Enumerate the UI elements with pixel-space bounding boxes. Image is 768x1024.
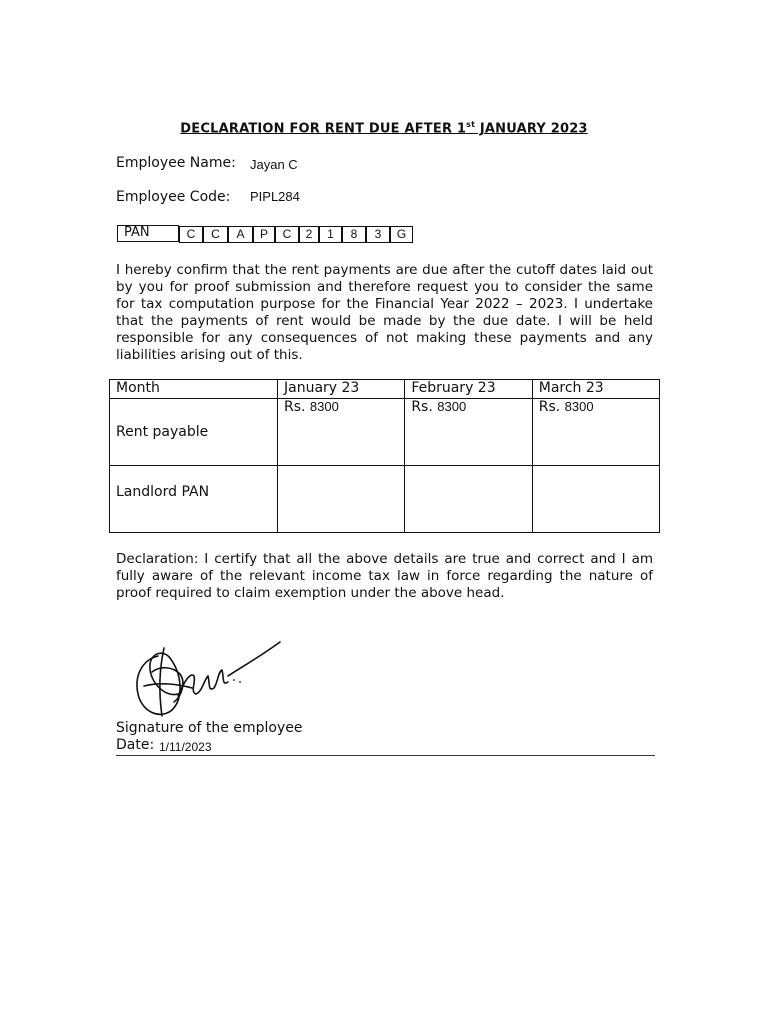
rent-payable-label: Rent payable xyxy=(110,399,278,466)
landlord-pan-label: Landlord PAN xyxy=(110,466,278,533)
pan-char-box: C xyxy=(179,226,203,243)
pan-char-box: 8 xyxy=(342,226,366,243)
date-label: Date: xyxy=(116,737,155,753)
rent-value-march: 8300 xyxy=(564,399,594,414)
employee-name-value: Jayan C xyxy=(250,157,298,172)
pan-label: PAN xyxy=(117,225,179,242)
header-february: February 23 xyxy=(405,380,532,399)
bottom-divider xyxy=(116,755,655,756)
landlord-pan-january xyxy=(277,466,404,533)
pan-char-box: C xyxy=(203,226,228,243)
declaration-paragraph: Declaration: I certify that all the above details are true and correct and I am fully aware of the relevant income tax law in force regarding the nature of proof required to claim exemption under the above head. xyxy=(116,551,653,601)
landlord-pan-row xyxy=(110,466,660,533)
employee-code-label: Employee Code: xyxy=(116,189,231,205)
rent-value-january: 8300 xyxy=(309,399,339,414)
pan-char-box: 1 xyxy=(319,226,342,243)
employee-code-value: PIPL284 xyxy=(250,189,300,204)
pan-char-box: A xyxy=(228,226,253,243)
confirmation-paragraph: I hereby confirm that the rent payments are due after the cutoff dates laid out by you for proof submission and therefore request you to consider the same for tax computation purpose for the Financial Year 2022 – 2023. I undertake that the payments of rent would be made by the due date. I will be held responsible for any consequences of not making these payments and any liabilities arising out of this. xyxy=(116,262,653,363)
rent-value-february: 8300 xyxy=(437,399,467,414)
rent-cell-january xyxy=(277,399,404,466)
title-superscript: st xyxy=(466,120,476,129)
currency-prefix: Rs. xyxy=(283,399,306,415)
header-january: January 23 xyxy=(277,380,404,399)
document-title xyxy=(0,120,768,136)
signature-label: Signature of the employee xyxy=(116,720,303,736)
currency-prefix: Rs. xyxy=(411,399,433,415)
pan-char-box: 2 xyxy=(299,226,319,243)
employee-name-label: Employee Name: xyxy=(116,155,236,171)
rent-payable-row xyxy=(110,399,660,466)
rent-table xyxy=(109,379,660,533)
employee-signature xyxy=(130,636,290,726)
pan-char-box: P xyxy=(253,226,275,243)
landlord-pan-february xyxy=(405,466,532,533)
pan-char-box: 3 xyxy=(366,226,390,243)
table-header-row xyxy=(110,380,660,399)
rent-cell-february xyxy=(405,399,532,466)
pan-char-box: G xyxy=(390,226,413,243)
rent-cell-march xyxy=(532,399,659,466)
currency-prefix: Rs. xyxy=(538,399,561,415)
title-text-end: JANUARY 2023 xyxy=(475,121,588,137)
title-text: DECLARATION FOR RENT DUE AFTER 1 xyxy=(180,121,467,137)
header-month: Month xyxy=(110,380,278,399)
pan-char-box: C xyxy=(275,226,299,243)
header-march: March 23 xyxy=(532,380,659,399)
landlord-pan-march xyxy=(532,466,659,533)
date-value: 1/11/2023 xyxy=(159,740,212,754)
